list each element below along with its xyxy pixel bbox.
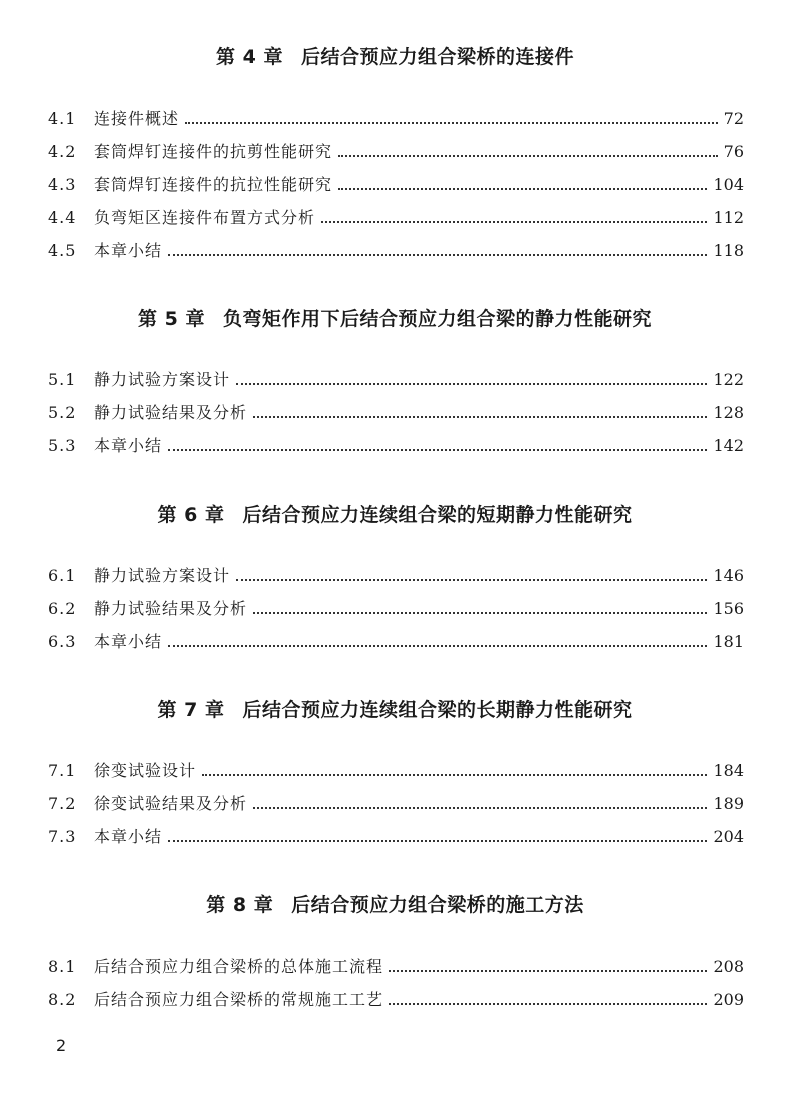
leader-dots xyxy=(338,176,707,190)
section-title: 徐变试验设计 xyxy=(94,761,197,780)
section-number: 5.2 xyxy=(48,403,77,422)
leader-dots xyxy=(338,143,718,157)
leader-dots xyxy=(389,958,707,972)
section-title: 本章小结 xyxy=(94,241,163,260)
page-ref: 142 xyxy=(713,436,744,455)
page-ref: 156 xyxy=(713,599,744,618)
toc-entry[interactable] xyxy=(48,630,744,654)
section-title: 套筒焊钉连接件的抗拉性能研究 xyxy=(94,175,333,194)
section-number: 5.1 xyxy=(48,370,77,389)
chapter-heading xyxy=(0,890,790,917)
section-title: 后结合预应力组合梁桥的总体施工流程 xyxy=(94,957,384,976)
section-number: 7.2 xyxy=(48,794,77,813)
section-title: 静力试验方案设计 xyxy=(94,566,231,585)
section-number: 4.3 xyxy=(48,175,77,194)
chapter-title: 后结合预应力组合梁桥的连接件 xyxy=(300,46,574,68)
chapter-number: 第 4 章 xyxy=(216,46,283,68)
leader-dots xyxy=(236,371,707,385)
toc-entry[interactable] xyxy=(48,988,744,1012)
chapter-number: 第 7 章 xyxy=(157,699,225,721)
page-ref: 181 xyxy=(713,632,744,651)
section-title: 套筒焊钉连接件的抗剪性能研究 xyxy=(94,142,333,161)
chapter-title: 负弯矩作用下后结合预应力组合梁的静力性能研究 xyxy=(222,308,652,330)
page-ref: 128 xyxy=(713,403,744,422)
toc-entry[interactable] xyxy=(48,368,744,392)
toc-entry[interactable] xyxy=(48,107,744,131)
section-number: 7.1 xyxy=(48,761,77,780)
toc-entry[interactable] xyxy=(48,140,744,164)
section-number: 4.1 xyxy=(48,109,77,128)
chapter-title: 后结合预应力连续组合梁的长期静力性能研究 xyxy=(242,699,633,721)
leader-dots xyxy=(168,242,707,256)
section-title: 静力试验结果及分析 xyxy=(94,599,248,618)
leader-dots xyxy=(168,437,707,451)
toc-entry[interactable] xyxy=(48,401,744,425)
section-title: 本章小结 xyxy=(94,436,163,455)
section-title: 本章小结 xyxy=(94,827,163,846)
leader-dots xyxy=(321,209,707,223)
page-ref: 189 xyxy=(713,794,744,813)
section-title: 静力试验方案设计 xyxy=(94,370,231,389)
page-ref: 118 xyxy=(713,241,744,260)
chapter-heading xyxy=(0,500,790,527)
section-number: 4.5 xyxy=(48,241,77,260)
leader-dots xyxy=(389,991,707,1005)
section-number: 5.3 xyxy=(48,436,77,455)
chapter-heading xyxy=(0,695,790,722)
toc-entry[interactable] xyxy=(48,206,744,230)
toc-entry[interactable] xyxy=(48,434,744,458)
leader-dots xyxy=(202,762,707,776)
chapter-number: 第 5 章 xyxy=(138,308,205,330)
page-ref: 208 xyxy=(713,957,744,976)
section-title: 后结合预应力组合梁桥的常规施工工艺 xyxy=(94,990,384,1009)
leader-dots xyxy=(185,110,718,124)
page-number: 2 xyxy=(56,1036,67,1055)
chapter-number: 第 6 章 xyxy=(157,504,225,526)
toc-entry[interactable] xyxy=(48,173,744,197)
toc-entry[interactable] xyxy=(48,564,744,588)
toc-entry[interactable] xyxy=(48,239,744,263)
section-number: 4.2 xyxy=(48,142,77,161)
toc-entry[interactable] xyxy=(48,792,744,816)
section-title: 负弯矩区连接件布置方式分析 xyxy=(94,208,316,227)
section-title: 静力试验结果及分析 xyxy=(94,403,248,422)
page-ref: 122 xyxy=(713,370,744,389)
leader-dots xyxy=(168,828,707,842)
page-ref: 76 xyxy=(723,142,744,161)
toc-entry[interactable] xyxy=(48,825,744,849)
chapter-title: 后结合预应力连续组合梁的短期静力性能研究 xyxy=(242,504,633,526)
section-number: 4.4 xyxy=(48,208,77,227)
page-ref: 72 xyxy=(723,109,744,128)
chapter-number: 第 8 章 xyxy=(206,894,274,916)
toc-entry[interactable] xyxy=(48,759,744,783)
leader-dots xyxy=(236,567,707,581)
leader-dots xyxy=(253,600,707,614)
toc-entry[interactable] xyxy=(48,597,744,621)
section-title: 本章小结 xyxy=(94,632,163,651)
page-ref: 204 xyxy=(713,827,744,846)
section-number: 7.3 xyxy=(48,827,77,846)
page-ref: 209 xyxy=(713,990,744,1009)
page-ref: 104 xyxy=(713,175,744,194)
section-title: 徐变试验结果及分析 xyxy=(94,794,248,813)
leader-dots xyxy=(168,633,707,647)
section-number: 6.3 xyxy=(48,632,77,651)
section-number: 8.2 xyxy=(48,990,77,1009)
page-ref: 184 xyxy=(713,761,744,780)
leader-dots xyxy=(253,404,707,418)
section-number: 6.1 xyxy=(48,566,77,585)
chapter-heading xyxy=(0,42,790,69)
toc-entry[interactable] xyxy=(48,955,744,979)
section-number: 8.1 xyxy=(48,957,77,976)
page-ref: 112 xyxy=(713,208,744,227)
chapter-title: 后结合预应力组合梁桥的施工方法 xyxy=(291,894,584,916)
page-ref: 146 xyxy=(713,566,744,585)
chapter-heading xyxy=(0,304,790,331)
section-title: 连接件概述 xyxy=(94,109,180,128)
section-number: 6.2 xyxy=(48,599,77,618)
leader-dots xyxy=(253,795,707,809)
